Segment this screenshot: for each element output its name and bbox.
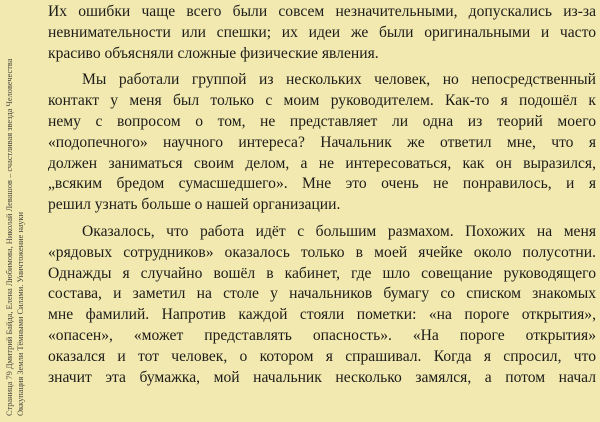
- paragraph-1: [48, 2, 596, 64]
- text-line: «опасен», «может представлять опасность». «На пороге открытия»: [48, 326, 596, 344]
- text-line: красиво объясняли сложные физические явления.: [48, 44, 379, 62]
- text-line: мне фамилий. Напротив каждой стояли пометки: «на пороге открытия»,: [48, 306, 596, 324]
- side-caption-line-2: Оккупация Земли Тёмными Силами. Уничтожение науки: [16, 212, 25, 416]
- text-line: «подопечного» научного интереса? Начальник же ответил мне, что я: [48, 133, 596, 151]
- text-line: нему с вопросом о том, не представляет ли одна из теорий моего: [48, 112, 596, 130]
- text-line: «рядовых сотрудников» оказалось только в моей ячейке около полусотни.: [48, 243, 596, 261]
- text-line: Оказалось, что работа идёт с большим размахом. Похожих на меня: [82, 222, 596, 240]
- text-line: контакт у меня был только с моим руководителем. Как-то я подошёл к: [48, 92, 596, 110]
- text-line: Однажды я случайно вошёл в кабинет, где шло совещание руководящего: [48, 264, 596, 282]
- page-body-text: [48, 2, 596, 388]
- text-line: решил узнать больше о нашей организации.: [48, 196, 341, 214]
- side-caption-line-1: Страница 79 Дмитрий Байда, Елена Любимова, Николай Левашов – счастливая звезда Человечества: [5, 58, 14, 416]
- text-line: значит эта бумажка, мой начальник несколько замялся, а потом начал: [48, 368, 596, 386]
- text-line: должен заниматься своим делом, а не интересоваться, как он выразился,: [48, 154, 596, 172]
- page-side-caption: [4, 12, 42, 416]
- text-line: Мы работали группой из нескольких человек, но непосредственный: [82, 71, 596, 89]
- text-line: „всяким бредом сумасшедшего». Мне это очень не понравилось, и я: [48, 175, 596, 193]
- text-line: Их ошибки чаще всего были совсем незначительными, допускались из-за: [48, 3, 596, 20]
- paragraph-3: [48, 222, 596, 388]
- text-line: невнимательности или спешки; их идеи же были оригинальными и часто: [48, 23, 596, 41]
- paragraph-2: [48, 70, 596, 216]
- text-line: оказался и тот человек, о котором я спрашивал. Когда я спросил, что: [48, 347, 596, 365]
- text-line: состава, и заметил на столе у начальников бумагу со списком знакомых: [48, 285, 596, 303]
